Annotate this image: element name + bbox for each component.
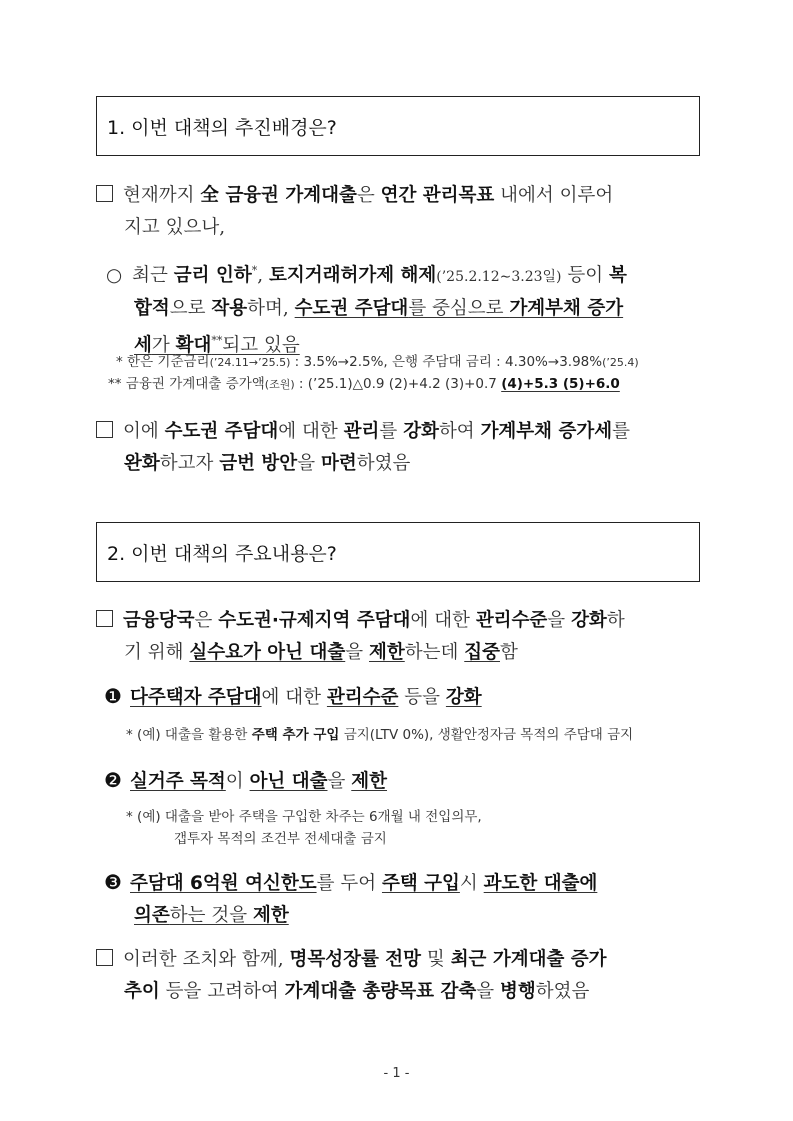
footnote-2: ** 금융권 가계대출 증가액(조원) : (’25.1)△0.9 (2)+4.2 (3)+0.7 (4)+5.3 (5)+6.0 (108, 376, 620, 392)
number-3-icon: ❸ (104, 870, 122, 894)
checkbox-icon (96, 421, 113, 438)
item-1: ❶ 다주택자 주담대에 대한 관리수준 등을 강화 (104, 680, 482, 714)
page-number: - 1 - (383, 1066, 410, 1081)
item-2-note-line-2: 갭투자 목적의 조건부 전세대출 금지 (174, 831, 387, 847)
paragraph-2: ○ 최근 금리 인하*, 토지거래허가제 해제(’25.2.12∼3.23일) 등이 복 합적으로 작용하며, 수도권 주담대를 중심으로 가계부채 증가 세가 확대**되고 있음 (106, 264, 627, 357)
section-1-heading (96, 96, 700, 156)
section-2-heading (96, 522, 700, 582)
checkbox-icon (96, 949, 113, 966)
checkbox-icon (96, 185, 113, 202)
paragraph-1: 현재까지 全 금융권 가계대출은 연간 관리목표 내에서 이루어 지고 있으나, (96, 180, 706, 244)
item-2: ❷ 실거주 목적이 아닌 대출을 제한 (104, 764, 387, 798)
section-2-title: 2. 이번 대책의 주요내용은? (107, 542, 337, 565)
number-1-icon: ❶ (104, 684, 122, 708)
checkbox-icon (96, 610, 113, 627)
footnote-1: * 한은 기준금리(’24.11→’25.5) : 3.5%→2.5%, 은행 주담대 금리 : 4.30%→3.98%(’25.4) (116, 354, 639, 370)
paragraph-4: 금융당국은 수도권·규제지역 주담대에 대한 관리수준을 강화하 기 위해 실수요가 아닌 대출을 제한하는데 집중함 (96, 605, 706, 669)
section-1-title: 1. 이번 대책의 추진배경은? (107, 116, 337, 139)
item-3: ❸ 주담대 6억원 여신한도를 두어 주택 구입시 과도한 대출에 의존하는 것을 제한 (104, 866, 704, 932)
paragraph-5: 이러한 조치와 함께, 명목성장률 전망 및 최근 가계대출 증가 추이 등을 고려하여 가계대출 총량목표 감축을 병행하였음 (96, 944, 706, 1008)
item-2-note-line-1: * (예) 대출을 받아 주택을 구입한 차주는 6개월 내 전입의무, (126, 809, 482, 825)
paragraph-3: 이에 수도권 주담대에 대한 관리를 강화하여 가계부채 증가세를 완화하고자 금번 방안을 마련하였음 (96, 416, 706, 480)
number-2-icon: ❷ (104, 768, 122, 792)
bullet-circle-icon: ○ (106, 265, 123, 287)
item-1-note: * (예) 대출을 활용한 주택 추가 구입 금지(LTV 0%), 생활안정자금 목적의 주담대 금지 (126, 727, 634, 743)
